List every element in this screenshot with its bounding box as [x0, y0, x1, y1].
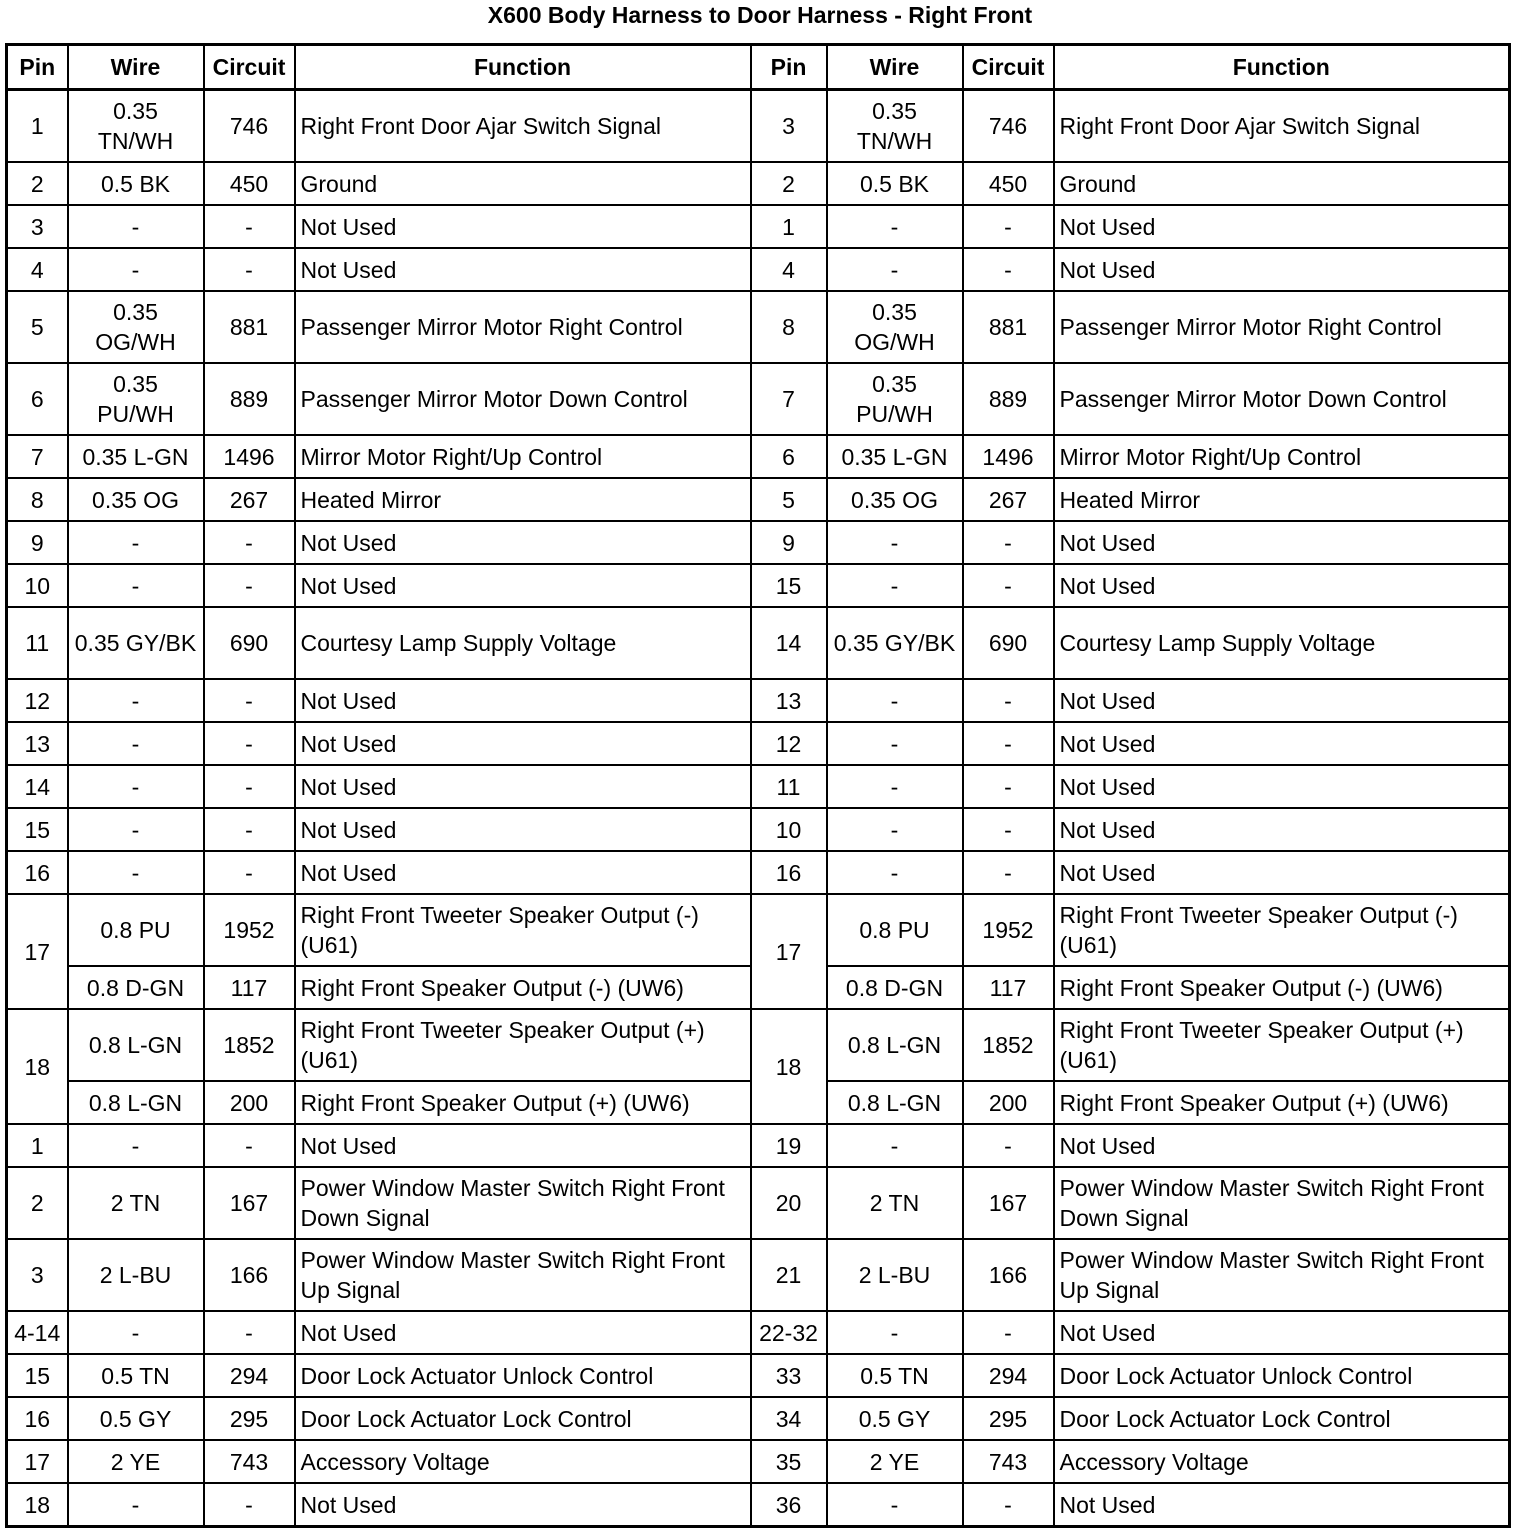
left-wire-cell: -	[68, 248, 204, 291]
right-wire-cell: 2 L-BU	[827, 1239, 963, 1311]
right-wire-cell: -	[827, 521, 963, 564]
right-circuit-cell: -	[963, 765, 1054, 808]
header-wire: Wire	[68, 45, 204, 90]
left-wire-cell: -	[68, 564, 204, 607]
left-pin-cell: 5	[7, 291, 68, 363]
right-wire-cell: -	[827, 248, 963, 291]
right-wire-cell: 0.8 D-GN	[827, 966, 963, 1009]
left-wire-cell: 0.35 GY/BK	[68, 607, 204, 679]
left-wire-cell: 2 L-BU	[68, 1239, 204, 1311]
left-pin-cell: 11	[7, 607, 68, 679]
left-function-cell: Ground	[295, 162, 751, 205]
right-wire-cell: -	[827, 722, 963, 765]
left-wire-cell: 0.35 PU/WH	[68, 363, 204, 435]
left-wire-cell: 0.8 D-GN	[68, 966, 204, 1009]
left-function-cell: Power Window Master Switch Right Front Down Signal	[295, 1167, 751, 1239]
table-row	[7, 291, 1510, 363]
header-pin: Pin	[751, 45, 827, 90]
left-pin-cell: 6	[7, 363, 68, 435]
right-pin-cell: 22-32	[751, 1311, 827, 1354]
left-function-cell: Not Used	[295, 564, 751, 607]
table-row	[7, 1354, 1510, 1397]
right-circuit-cell: 1852	[963, 1009, 1054, 1081]
table-row	[7, 162, 1510, 205]
right-circuit-cell: -	[963, 1311, 1054, 1354]
left-pin-cell: 15	[7, 808, 68, 851]
right-function-cell: Heated Mirror	[1054, 478, 1510, 521]
left-pin-cell: 4-14	[7, 1311, 68, 1354]
left-circuit-cell: -	[204, 521, 295, 564]
left-pin-cell: 3	[7, 205, 68, 248]
left-wire-cell: 0.8 PU	[68, 894, 204, 966]
right-circuit-cell: -	[963, 1124, 1054, 1167]
left-function-cell: Right Front Tweeter Speaker Output (+) (U61)	[295, 1009, 751, 1081]
left-function-cell: Not Used	[295, 205, 751, 248]
left-circuit-cell: -	[204, 1124, 295, 1167]
right-circuit-cell: -	[963, 205, 1054, 248]
left-circuit-cell: 294	[204, 1354, 295, 1397]
table-row	[7, 808, 1510, 851]
right-circuit-cell: 167	[963, 1167, 1054, 1239]
left-wire-cell: -	[68, 808, 204, 851]
left-pin-cell: 9	[7, 521, 68, 564]
left-function-cell: Passenger Mirror Motor Right Control	[295, 291, 751, 363]
right-circuit-cell: -	[963, 521, 1054, 564]
right-pin-cell: 5	[751, 478, 827, 521]
right-wire-cell: 0.8 L-GN	[827, 1081, 963, 1124]
left-wire-cell: -	[68, 205, 204, 248]
right-function-cell: Not Used	[1054, 1483, 1510, 1527]
left-function-cell: Not Used	[295, 851, 751, 894]
right-circuit-cell: -	[963, 248, 1054, 291]
table-row	[7, 1009, 1510, 1081]
table-row	[7, 521, 1510, 564]
right-circuit-cell: -	[963, 1483, 1054, 1527]
right-wire-cell: 0.5 GY	[827, 1397, 963, 1440]
right-function-cell: Passenger Mirror Motor Right Control	[1054, 291, 1510, 363]
header-circuit: Circuit	[963, 45, 1054, 90]
left-wire-cell: -	[68, 1311, 204, 1354]
left-pin-cell: 8	[7, 478, 68, 521]
table-row	[7, 679, 1510, 722]
right-wire-cell: 2 YE	[827, 1440, 963, 1483]
header-circuit: Circuit	[204, 45, 295, 90]
table-row	[7, 1397, 1510, 1440]
right-pin-cell: 18	[751, 1009, 827, 1124]
right-circuit-cell: 1952	[963, 894, 1054, 966]
table-row	[7, 1440, 1510, 1483]
right-function-cell: Not Used	[1054, 1124, 1510, 1167]
left-function-cell: Heated Mirror	[295, 478, 751, 521]
right-wire-cell: -	[827, 851, 963, 894]
table-row	[7, 363, 1510, 435]
right-wire-cell: -	[827, 1483, 963, 1527]
left-function-cell: Not Used	[295, 248, 751, 291]
right-pin-cell: 21	[751, 1239, 827, 1311]
right-wire-cell: -	[827, 808, 963, 851]
left-function-cell: Not Used	[295, 679, 751, 722]
left-pin-cell: 16	[7, 851, 68, 894]
table-row	[7, 851, 1510, 894]
right-function-cell: Not Used	[1054, 521, 1510, 564]
table-row	[7, 1239, 1510, 1311]
left-circuit-cell: -	[204, 808, 295, 851]
right-circuit-cell: -	[963, 722, 1054, 765]
right-pin-cell: 14	[751, 607, 827, 679]
right-circuit-cell: -	[963, 851, 1054, 894]
left-pin-cell: 10	[7, 564, 68, 607]
right-function-cell: Courtesy Lamp Supply Voltage	[1054, 607, 1510, 679]
left-function-cell: Not Used	[295, 1124, 751, 1167]
left-pin-cell: 13	[7, 722, 68, 765]
left-circuit-cell: 1952	[204, 894, 295, 966]
left-function-cell: Door Lock Actuator Lock Control	[295, 1397, 751, 1440]
header-function: Function	[1054, 45, 1510, 90]
left-circuit-cell: 200	[204, 1081, 295, 1124]
header-function: Function	[295, 45, 751, 90]
table-row	[7, 607, 1510, 679]
table-row	[7, 205, 1510, 248]
left-circuit-cell: 267	[204, 478, 295, 521]
left-function-cell: Not Used	[295, 1483, 751, 1527]
left-pin-cell: 4	[7, 248, 68, 291]
right-pin-cell: 8	[751, 291, 827, 363]
right-function-cell: Not Used	[1054, 679, 1510, 722]
left-circuit-cell: -	[204, 1311, 295, 1354]
right-function-cell: Mirror Motor Right/Up Control	[1054, 435, 1510, 478]
left-pin-cell: 12	[7, 679, 68, 722]
right-wire-cell: 0.35 L-GN	[827, 435, 963, 478]
right-wire-cell: 0.8 L-GN	[827, 1009, 963, 1081]
right-circuit-cell: 881	[963, 291, 1054, 363]
left-function-cell: Door Lock Actuator Unlock Control	[295, 1354, 751, 1397]
right-pin-cell: 16	[751, 851, 827, 894]
table-row	[7, 722, 1510, 765]
left-wire-cell: 0.35 TN/WH	[68, 90, 204, 163]
right-function-cell: Power Window Master Switch Right Front Up Signal	[1054, 1239, 1510, 1311]
left-wire-cell: 0.8 L-GN	[68, 1081, 204, 1124]
right-wire-cell: -	[827, 205, 963, 248]
right-pin-cell: 12	[751, 722, 827, 765]
right-pin-cell: 7	[751, 363, 827, 435]
table-row	[7, 894, 1510, 966]
left-circuit-cell: -	[204, 248, 295, 291]
table-row	[7, 248, 1510, 291]
right-wire-cell: 0.5 TN	[827, 1354, 963, 1397]
right-wire-cell: 0.8 PU	[827, 894, 963, 966]
right-wire-cell: -	[827, 1311, 963, 1354]
right-function-cell: Accessory Voltage	[1054, 1440, 1510, 1483]
left-circuit-cell: -	[204, 851, 295, 894]
left-function-cell: Right Front Speaker Output (+) (UW6)	[295, 1081, 751, 1124]
table-row	[7, 564, 1510, 607]
right-pin-cell: 33	[751, 1354, 827, 1397]
left-circuit-cell: 117	[204, 966, 295, 1009]
table-row	[7, 435, 1510, 478]
left-pin-cell: 17	[7, 894, 68, 1009]
right-wire-cell: 2 TN	[827, 1167, 963, 1239]
right-circuit-cell: 200	[963, 1081, 1054, 1124]
left-function-cell: Right Front Tweeter Speaker Output (-) (U61)	[295, 894, 751, 966]
right-wire-cell: 0.35 PU/WH	[827, 363, 963, 435]
right-pin-cell: 3	[751, 90, 827, 163]
right-pin-cell: 20	[751, 1167, 827, 1239]
left-circuit-cell: -	[204, 1483, 295, 1527]
left-pin-cell: 16	[7, 1397, 68, 1440]
left-wire-cell: 0.5 TN	[68, 1354, 204, 1397]
left-pin-cell: 7	[7, 435, 68, 478]
right-circuit-cell: 267	[963, 478, 1054, 521]
right-circuit-cell: 743	[963, 1440, 1054, 1483]
right-pin-cell: 6	[751, 435, 827, 478]
left-circuit-cell: -	[204, 679, 295, 722]
right-circuit-cell: 294	[963, 1354, 1054, 1397]
table-row	[7, 1167, 1510, 1239]
right-function-cell: Ground	[1054, 162, 1510, 205]
right-circuit-cell: 889	[963, 363, 1054, 435]
left-wire-cell: 0.5 GY	[68, 1397, 204, 1440]
right-pin-cell: 11	[751, 765, 827, 808]
left-function-cell: Accessory Voltage	[295, 1440, 751, 1483]
left-function-cell: Not Used	[295, 765, 751, 808]
right-function-cell: Right Front Tweeter Speaker Output (+) (U61)	[1054, 1009, 1510, 1081]
right-function-cell: Right Front Tweeter Speaker Output (-) (U61)	[1054, 894, 1510, 966]
right-function-cell: Not Used	[1054, 808, 1510, 851]
table-row	[7, 1124, 1510, 1167]
left-circuit-cell: 167	[204, 1167, 295, 1239]
left-wire-cell: 0.35 L-GN	[68, 435, 204, 478]
left-pin-cell: 3	[7, 1239, 68, 1311]
left-pin-cell: 14	[7, 765, 68, 808]
right-function-cell: Not Used	[1054, 248, 1510, 291]
left-pin-cell: 1	[7, 90, 68, 163]
right-function-cell: Power Window Master Switch Right Front Down Signal	[1054, 1167, 1510, 1239]
left-wire-cell: -	[68, 521, 204, 564]
header-row	[7, 45, 1510, 90]
left-circuit-cell: 690	[204, 607, 295, 679]
right-wire-cell: -	[827, 679, 963, 722]
left-wire-cell: 0.35 OG	[68, 478, 204, 521]
right-circuit-cell: -	[963, 679, 1054, 722]
right-function-cell: Right Front Door Ajar Switch Signal	[1054, 90, 1510, 163]
left-function-cell: Mirror Motor Right/Up Control	[295, 435, 751, 478]
right-circuit-cell: -	[963, 564, 1054, 607]
left-circuit-cell: 881	[204, 291, 295, 363]
left-wire-cell: 0.5 BK	[68, 162, 204, 205]
right-function-cell: Not Used	[1054, 722, 1510, 765]
right-function-cell: Door Lock Actuator Unlock Control	[1054, 1354, 1510, 1397]
left-wire-cell: -	[68, 679, 204, 722]
left-circuit-cell: 295	[204, 1397, 295, 1440]
left-circuit-cell: -	[204, 205, 295, 248]
right-pin-cell: 4	[751, 248, 827, 291]
left-function-cell: Right Front Speaker Output (-) (UW6)	[295, 966, 751, 1009]
left-pin-cell: 2	[7, 162, 68, 205]
left-wire-cell: 0.35 OG/WH	[68, 291, 204, 363]
right-wire-cell: -	[827, 1124, 963, 1167]
left-circuit-cell: 889	[204, 363, 295, 435]
table-row	[7, 478, 1510, 521]
left-function-cell: Power Window Master Switch Right Front Up Signal	[295, 1239, 751, 1311]
left-circuit-cell: -	[204, 765, 295, 808]
left-function-cell: Passenger Mirror Motor Down Control	[295, 363, 751, 435]
left-pin-cell: 2	[7, 1167, 68, 1239]
left-function-cell: Courtesy Lamp Supply Voltage	[295, 607, 751, 679]
right-wire-cell: 0.35 OG/WH	[827, 291, 963, 363]
pinout-rows	[7, 90, 1510, 1527]
right-circuit-cell: 166	[963, 1239, 1054, 1311]
right-function-cell: Not Used	[1054, 1311, 1510, 1354]
left-circuit-cell: 1852	[204, 1009, 295, 1081]
right-function-cell: Not Used	[1054, 851, 1510, 894]
right-pin-cell: 1	[751, 205, 827, 248]
left-circuit-cell: 166	[204, 1239, 295, 1311]
right-function-cell: Passenger Mirror Motor Down Control	[1054, 363, 1510, 435]
right-function-cell: Right Front Speaker Output (-) (UW6)	[1054, 966, 1510, 1009]
right-circuit-cell: -	[963, 808, 1054, 851]
right-wire-cell: 0.35 GY/BK	[827, 607, 963, 679]
right-pin-cell: 13	[751, 679, 827, 722]
right-pin-cell: 10	[751, 808, 827, 851]
right-pin-cell: 15	[751, 564, 827, 607]
right-wire-cell: 0.35 OG	[827, 478, 963, 521]
left-pin-cell: 18	[7, 1009, 68, 1124]
header-wire: Wire	[827, 45, 963, 90]
right-circuit-cell: 295	[963, 1397, 1054, 1440]
right-function-cell: Not Used	[1054, 564, 1510, 607]
right-function-cell: Not Used	[1054, 765, 1510, 808]
right-wire-cell: -	[827, 765, 963, 808]
right-pin-cell: 34	[751, 1397, 827, 1440]
left-circuit-cell: 1496	[204, 435, 295, 478]
pinout-table	[5, 43, 1511, 1528]
right-circuit-cell: 450	[963, 162, 1054, 205]
left-pin-cell: 1	[7, 1124, 68, 1167]
left-function-cell: Not Used	[295, 1311, 751, 1354]
left-wire-cell: 2 TN	[68, 1167, 204, 1239]
left-function-cell: Right Front Door Ajar Switch Signal	[295, 90, 751, 163]
table-row	[7, 90, 1510, 163]
left-pin-cell: 15	[7, 1354, 68, 1397]
left-pin-cell: 17	[7, 1440, 68, 1483]
left-wire-cell: -	[68, 722, 204, 765]
table-row	[7, 1311, 1510, 1354]
right-wire-cell: 0.35 TN/WH	[827, 90, 963, 163]
right-function-cell: Not Used	[1054, 205, 1510, 248]
left-circuit-cell: 743	[204, 1440, 295, 1483]
left-wire-cell: -	[68, 765, 204, 808]
table-title: X600 Body Harness to Door Harness - Right Front	[487, 2, 1033, 28]
left-circuit-cell: -	[204, 722, 295, 765]
right-circuit-cell: 746	[963, 90, 1054, 163]
left-wire-cell: -	[68, 1124, 204, 1167]
left-circuit-cell: -	[204, 564, 295, 607]
left-function-cell: Not Used	[295, 521, 751, 564]
right-pin-cell: 9	[751, 521, 827, 564]
right-pin-cell: 17	[751, 894, 827, 1009]
right-pin-cell: 19	[751, 1124, 827, 1167]
right-circuit-cell: 690	[963, 607, 1054, 679]
right-pin-cell: 2	[751, 162, 827, 205]
left-wire-cell: 0.8 L-GN	[68, 1009, 204, 1081]
right-circuit-cell: 1496	[963, 435, 1054, 478]
left-function-cell: Not Used	[295, 808, 751, 851]
left-wire-cell: 2 YE	[68, 1440, 204, 1483]
header-pin: Pin	[7, 45, 68, 90]
right-function-cell: Right Front Speaker Output (+) (UW6)	[1054, 1081, 1510, 1124]
right-pin-cell: 35	[751, 1440, 827, 1483]
left-wire-cell: -	[68, 851, 204, 894]
right-circuit-cell: 117	[963, 966, 1054, 1009]
right-wire-cell: -	[827, 564, 963, 607]
left-pin-cell: 18	[7, 1483, 68, 1527]
right-wire-cell: 0.5 BK	[827, 162, 963, 205]
left-circuit-cell: 746	[204, 90, 295, 163]
left-circuit-cell: 450	[204, 162, 295, 205]
left-wire-cell: -	[68, 1483, 204, 1527]
right-function-cell: Door Lock Actuator Lock Control	[1054, 1397, 1510, 1440]
table-row	[7, 765, 1510, 808]
left-function-cell: Not Used	[295, 722, 751, 765]
right-pin-cell: 36	[751, 1483, 827, 1527]
